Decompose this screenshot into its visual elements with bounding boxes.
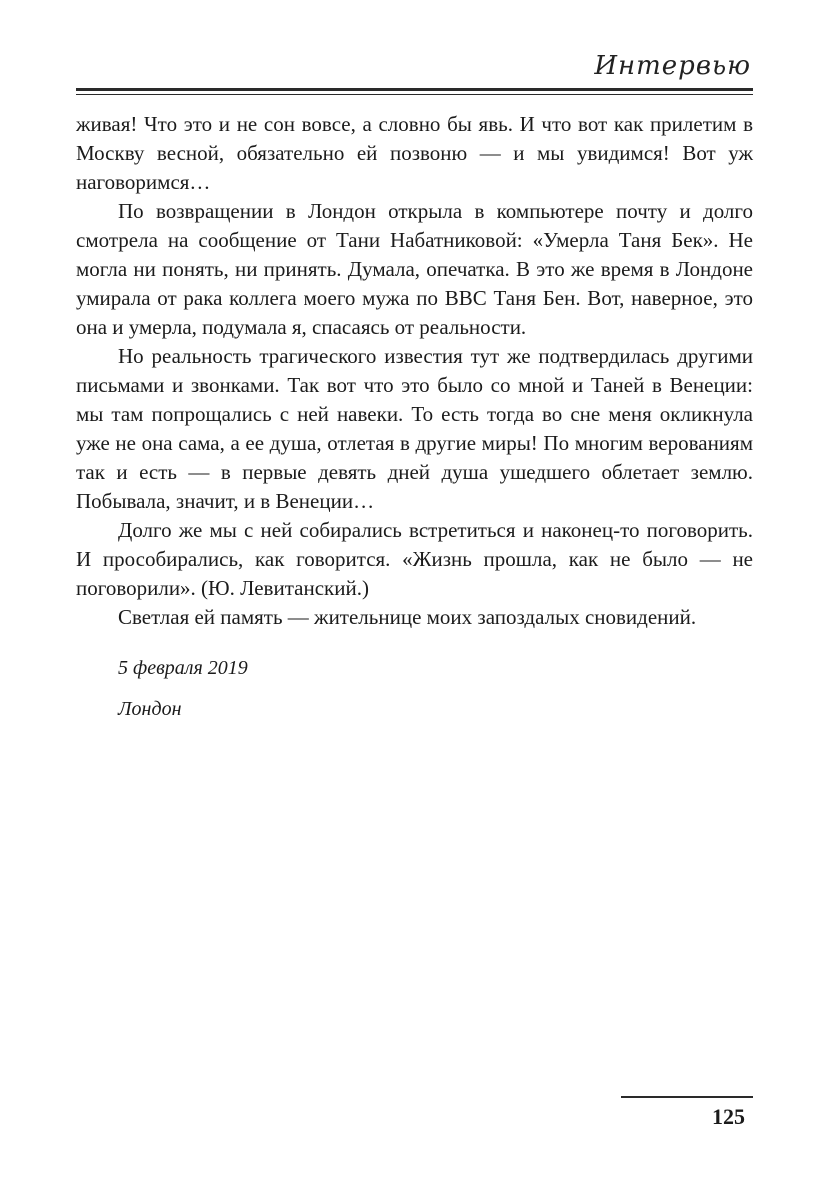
running-head-title: Интервью	[594, 51, 751, 81]
footer-rule	[621, 1096, 753, 1098]
place-line: Лондон	[118, 698, 182, 720]
header-double-rule	[76, 88, 753, 95]
paragraph: Но реальность трагического известия тут же подтвердилась другими письмами и звонками. Так вот что это было со мной и Таней в Венеции: мы там попрощались с ней навеки. То есть тогда во сне меня окликнула уже не она сама, а ее душа, отлетая в другие миры! По многим верованиям так и есть — в первые девять дней душа ушедшего облетает землю. Побывала, значит, и в Венеции…	[76, 344, 753, 513]
date-line: 5 февраля 2019	[118, 657, 248, 679]
paragraph-continued: живая! Что это и не сон вовсе, а словно бы явь. И что вот как прилетим в Москву весной, обязательно ей позвоню — и мы увидимся! Вот уж наговоримся…	[76, 112, 753, 194]
paragraph: Долго же мы с ней собирались встретиться и наконец-то поговорить. И прособирались, как говорится. «Жизнь прошла, как не было — не поговорили». (Ю. Левитанский.)	[76, 518, 753, 600]
page-footer	[621, 1096, 753, 1130]
paragraph: Светлая ей память — жительнице моих запоздалых сновидений.	[118, 605, 697, 629]
page-header	[76, 52, 753, 95]
paragraph: По возвращении в Лондон открыла в компьютере почту и долго смотрела на сообщение от Тани Набатниковой: «Умерла Таня Бек». Не могла ни понять, ни принять. Думала, опечатка. В это же время в Лондоне умирала от рака коллега моего мужа по ВВС Таня Бен. Вот, наверное, это она и умерла, подумала я, спасаясь от реальности.	[76, 199, 753, 339]
body-text	[76, 110, 753, 724]
page-number: 125	[712, 1104, 745, 1129]
